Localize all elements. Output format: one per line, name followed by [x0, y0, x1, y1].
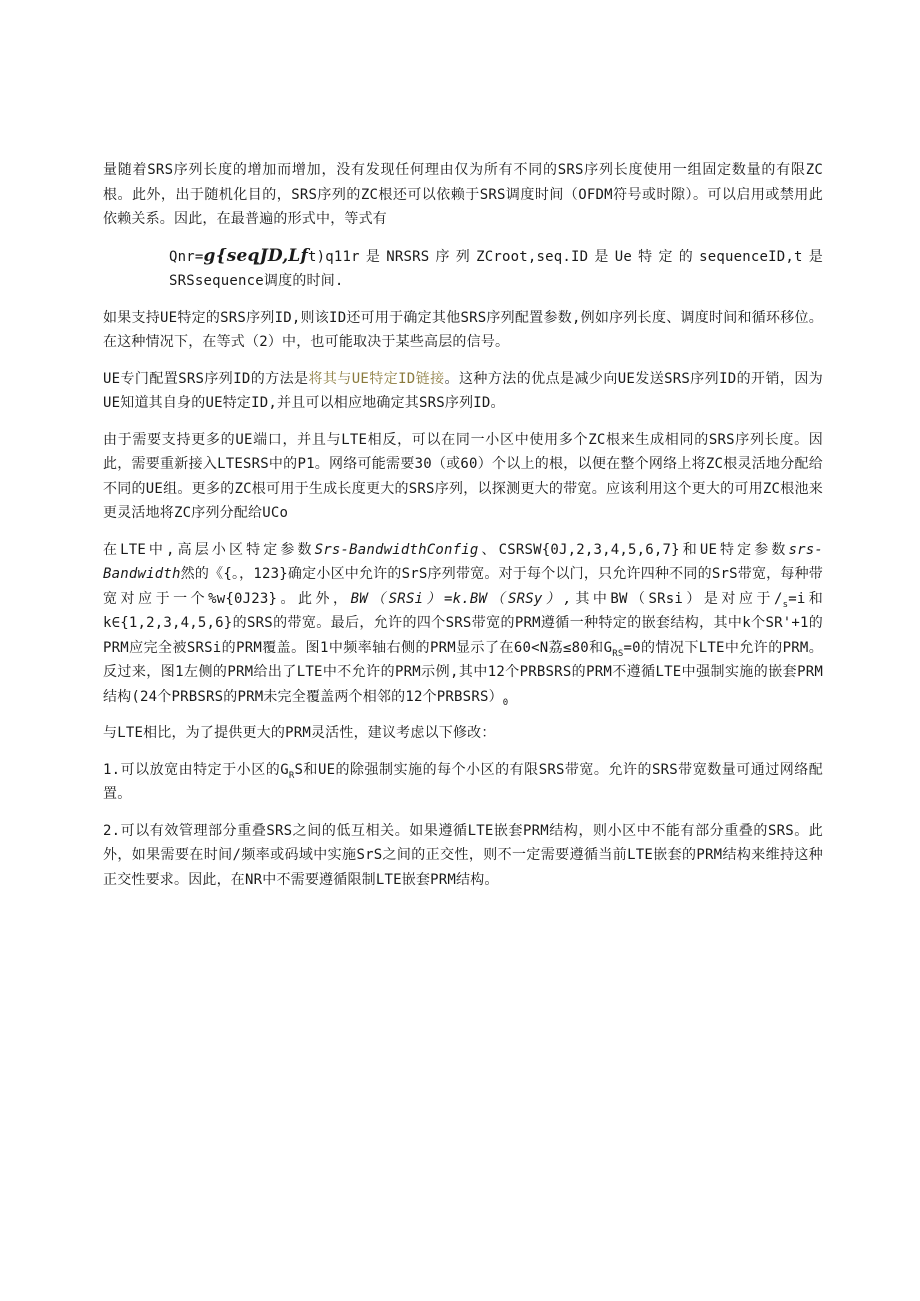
text-segment: 在LTE中,高层小区特定参数 — [103, 541, 315, 558]
paragraph-lte-bandwidth-config — [103, 538, 823, 710]
formula-paragraph — [103, 244, 823, 294]
paragraph-modifications-intro: 与LTE相比，为了提供更大的PRM灵活性，建议考虑以下修改： — [103, 725, 496, 741]
text-segment: =i和k∈{1,2,3,4,5,6}的SRS的带宽。最后，允许的四个SRS带宽的PRM遵循一种特定的嵌套结构，其中k个SR'+1的PRM应完全被SRSi的PRM覆盖。图1中频率轴右侧的PRM显示了在60<N荔≤80和G — [103, 590, 823, 656]
text-segment: 。这种方法的优点是减少向UE发送SRS序列ID的开销，因为UE知道其自身的UE特定ID,并且可以相应地确定其SRS序列ID。 — [103, 370, 823, 411]
list-item-1 — [103, 758, 823, 807]
text-segment: 其中BW（SRsi）是对应于/ — [572, 590, 783, 607]
highlighted-text: 将其与UE特定ID链接 — [308, 370, 445, 387]
subscript: s — [782, 599, 789, 610]
param-srs-bandwidth-config: Srs-BandwidthConfig — [314, 541, 479, 558]
paragraph-ue-specific-id: 如果支持UE特定的SRS序列ID,则该ID还可用于确定其他SRS序列配置参数,例如序列长度、调度时间和循环移位。在这种情况下，在等式（2）中，也可能取决于某些高层的信号。 — [103, 309, 823, 350]
subscript: 0 — [502, 697, 509, 708]
text-segment: UE专门配置SRS序列ID的方法是 — [103, 370, 309, 387]
formula-expression: g{seqJD,Lf — [203, 245, 308, 266]
formula-lead: Qnr= — [169, 248, 204, 265]
formula-description: t)q11r是NRSRS序列ZCroot,seq.ID是Ue特定的sequenceID,t是SRSsequence调度的时间. — [169, 248, 823, 289]
text-segment: 1.可以放宽由特定于小区的G — [103, 761, 289, 778]
param-srs-bandwidth: srs-Bandwidth — [103, 541, 823, 582]
list-item-2: 2.可以有效管理部分重叠SRS之间的低互相关。如果遵循LTE嵌套PRM结构，则小区中不能有部分重叠的SRS。此外，如果需要在时间/频率或码域中实施SrS之间的正交性，则不一定需要遵循当前LTE嵌套的PRM结构来维持这种正交性要求。因此，在NR中不需要遵循限制LTE嵌套PRM结构。 — [103, 822, 823, 888]
document-body — [103, 158, 823, 904]
paragraph-ue-config-method — [103, 367, 823, 416]
bandwidth-equation: BW（SRSi）=k.BW（SRSy）, — [350, 590, 573, 607]
paragraph-zc-root-pool: 由于需要支持更多的UE端口，并且与LTE相反，可以在同一小区中使用多个ZC根来生成相同的SRS序列长度。因此，需要重新接入LTESRS中的P1。网络可能需要30（或60）个以上的根，以便在整个网络上将ZC根灵活地分配给不同的UE组。更多的ZC根可用于生成长度更大的SRS序列，以探测更大的带宽。应该利用这个更大的可用ZC根池来更灵活地将ZC序列分配给UCo — [103, 431, 823, 521]
text-segment: 然的《{。，123}确定小区中允许的SrS序列带宽。对于每个以门，只允许四种不同的SrS带宽，每种带宽对应于一个%w{0J23}。此外， — [103, 566, 823, 607]
subscript: RS — [612, 648, 624, 659]
text-segment: S和UE的除强制实施的每个小区的有限SRS带宽。允许的SRS带宽数量可通过网络配置。 — [103, 761, 824, 802]
subscript: R — [288, 770, 295, 781]
paragraph-zc-root-dependency: 量随着SRS序列长度的增加而增加，没有发现任何理由仅为所有不同的SRS序列长度使用一组固定数量的有限ZC根。此外，出于随机化目的，SRS序列的ZC根还可以依赖于SRS调度时间（OFDM符号或时隙）。可以启用或禁用此依赖关系。因此，在最普遍的形式中，等式有 — [103, 162, 823, 227]
text-segment: 、CSRSW{0J,2,3,4,5,6,7}和UE特定参数 — [478, 541, 789, 558]
text-segment: =0的情况下LTE中允许的PRM。反过来，图1左侧的PRM给出了LTE中不允许的PRM示例,其中12个PRBSRS的PRM不遵循LTE中强制实施的嵌套PRM结构(24个PRBSRS的PRM未完全覆盖两个相邻的12个PRBSRS） — [103, 639, 823, 705]
